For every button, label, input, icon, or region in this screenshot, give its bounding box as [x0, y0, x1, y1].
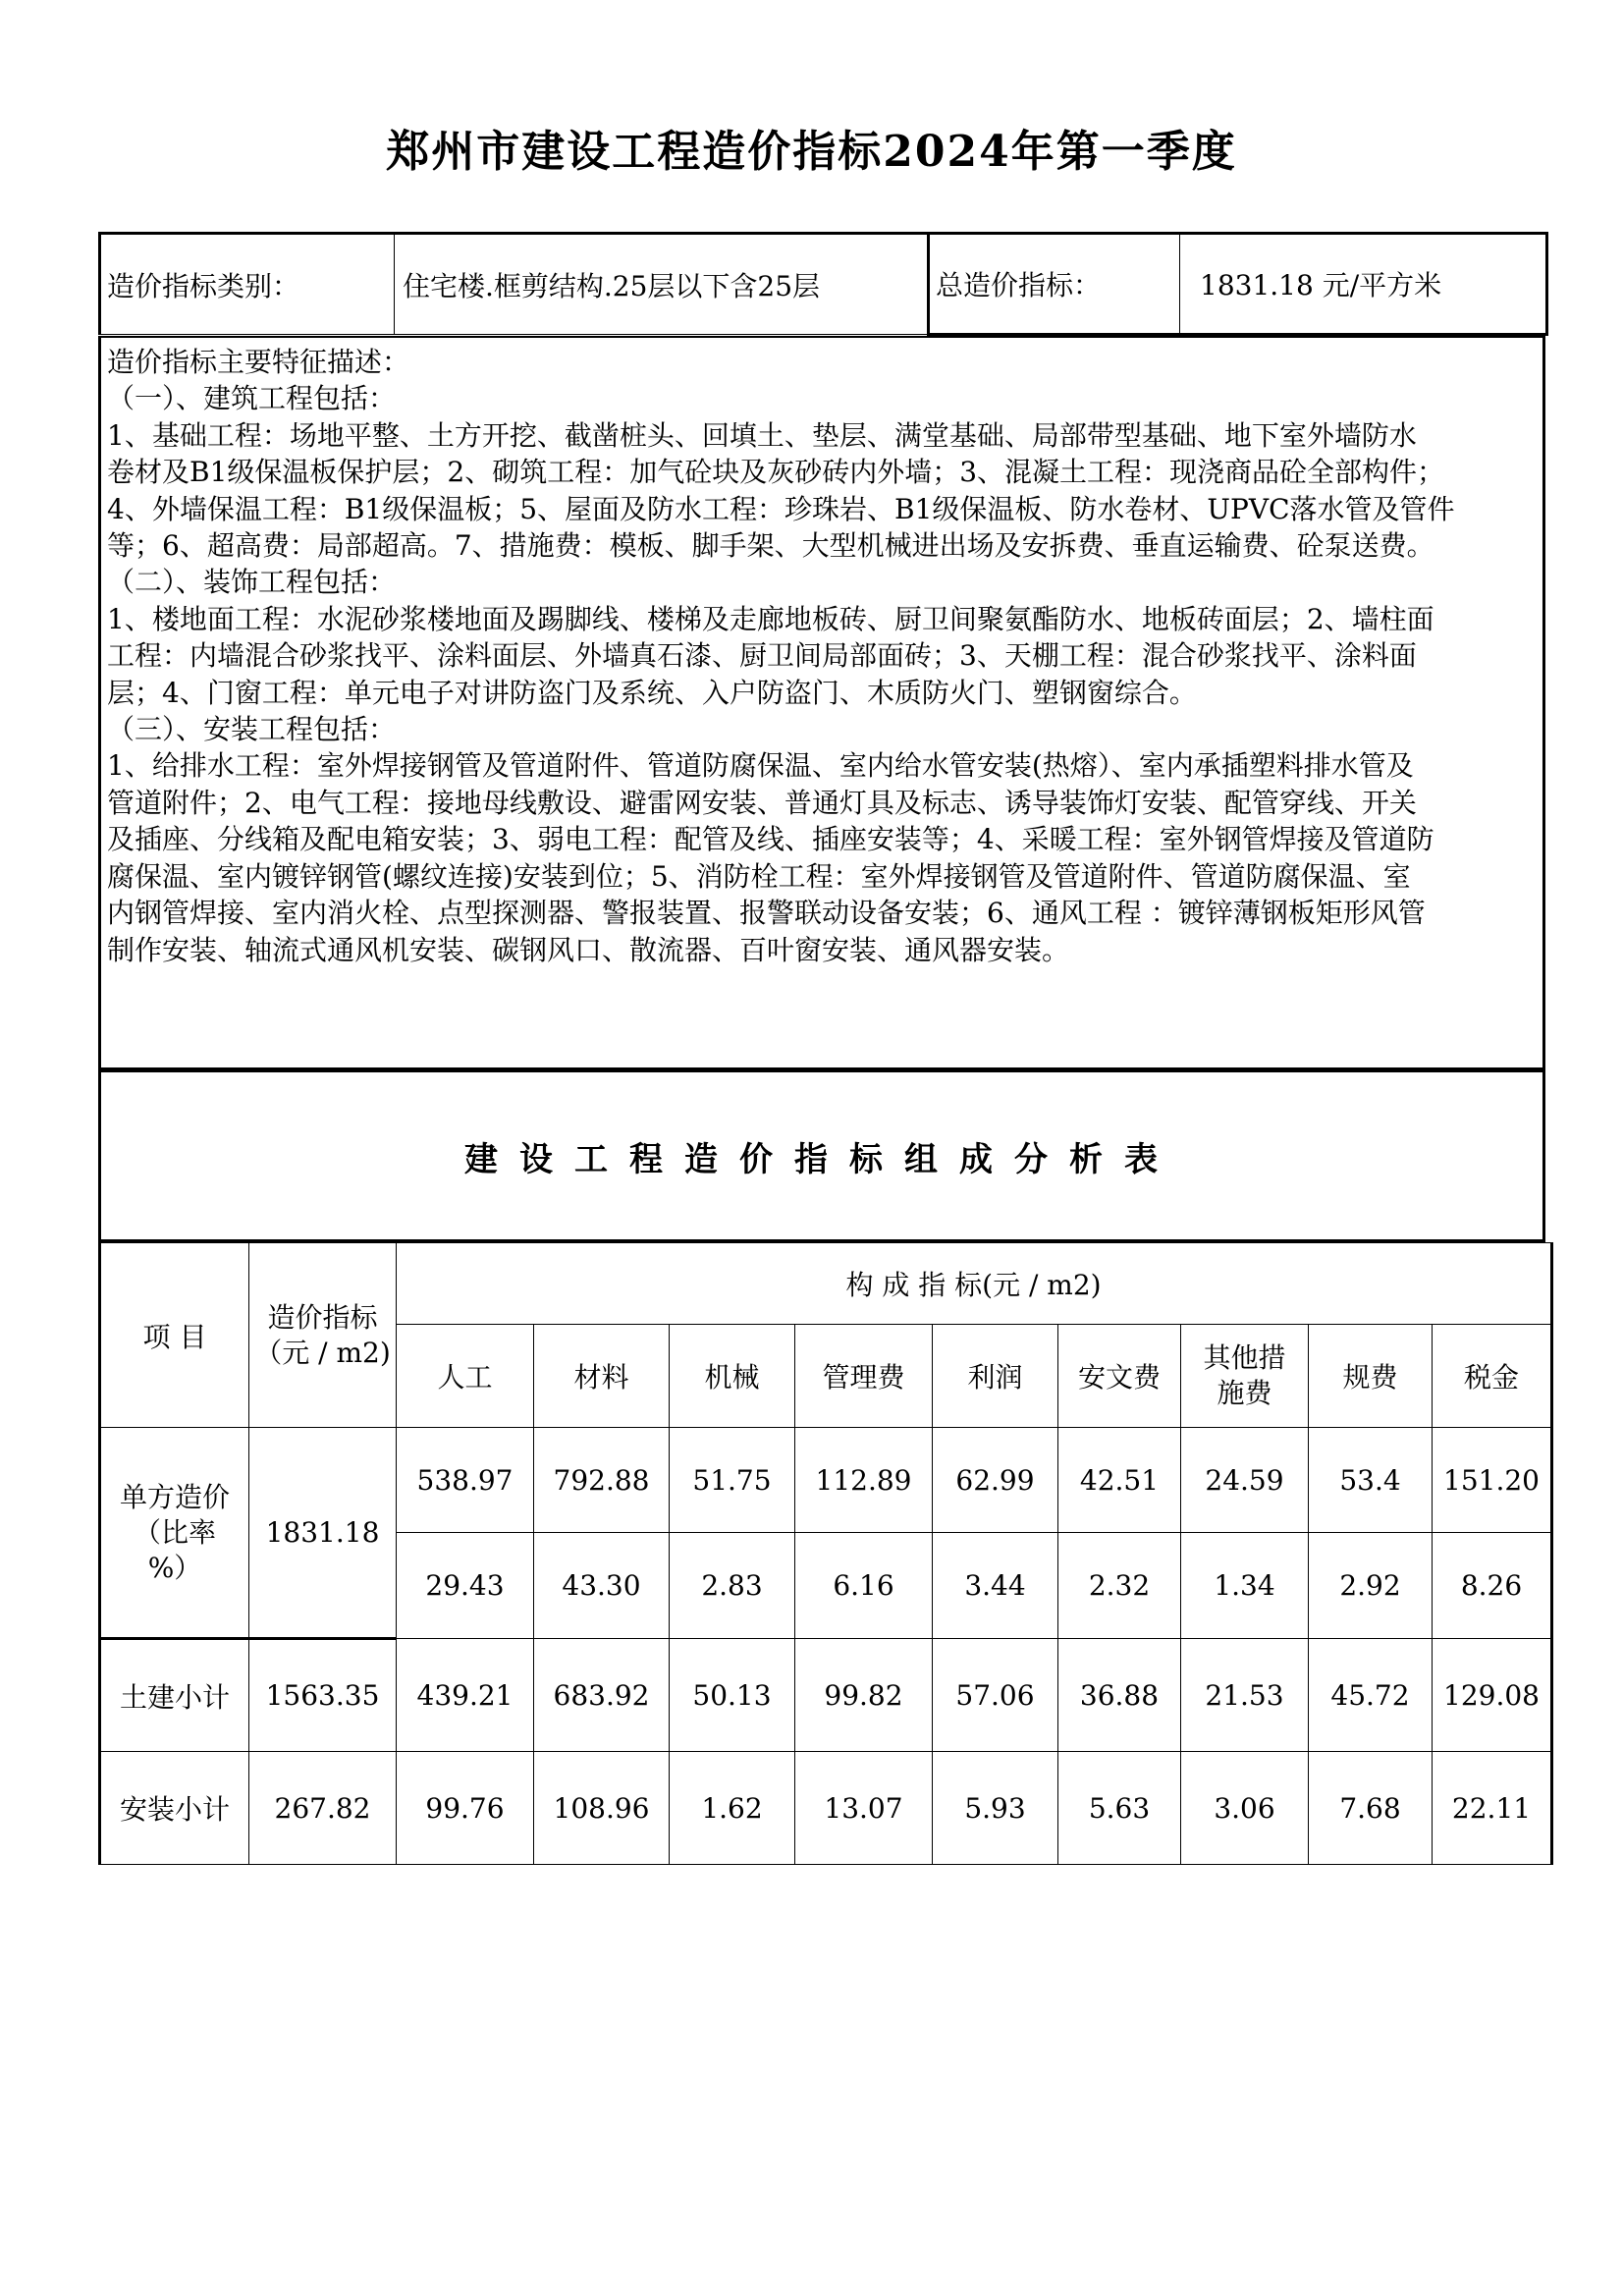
cell-value: 1.62 [670, 1752, 795, 1865]
row-label-line: 单方造价 [119, 1480, 230, 1513]
col-item-header: 项 目 [100, 1243, 249, 1428]
cell-value: 108.96 [534, 1752, 670, 1865]
row-label-line: %） [147, 1551, 202, 1584]
component-header: 管理费 [795, 1325, 933, 1428]
cell-value: 62.99 [933, 1428, 1058, 1533]
row-label-civil: 土建小计 [100, 1639, 249, 1752]
component-header: 利润 [933, 1325, 1058, 1428]
cell-value: 51.75 [670, 1428, 795, 1533]
cell-ratio: 3.44 [933, 1533, 1058, 1639]
desc-line: （二）、装饰工程包括： [107, 566, 397, 599]
cell-value: 36.88 [1058, 1639, 1181, 1752]
feature-description [98, 336, 1545, 1070]
cost-index-sheet [98, 232, 1545, 1865]
col-index-line: 造价指标 [267, 1300, 378, 1334]
row-label-unit-cost [100, 1428, 249, 1639]
desc-line: 制作安装、轴流式通风机安装、碳钢风口、散流器、百叶窗安装、通风器安装。 [107, 933, 1070, 966]
row-label-install: 安装小计 [100, 1752, 249, 1865]
cell-value: 22.11 [1433, 1752, 1552, 1865]
cell-value: 7.68 [1309, 1752, 1433, 1865]
desc-line: 腐保温、室内镀锌钢管(螺纹连接)安装到位；5、消防栓工程：室外焊接钢管及管道附件、管道防腐保温、室 [107, 859, 1411, 893]
col-group-header: 构 成 指 标(元 / m2) [397, 1243, 1552, 1325]
component-header: 安文费 [1058, 1325, 1181, 1428]
desc-line: （一）、建筑工程包括： [107, 382, 397, 415]
cell-value: 151.20 [1433, 1428, 1552, 1533]
desc-line: 工程：内墙混合砂浆找平、涂料面层、外墙真石漆、厨卫间局部面砖；3、天棚工程：混合砂浆找平、涂料面 [107, 639, 1417, 673]
cell-value: 439.21 [397, 1639, 534, 1752]
page-title: 郑州市建设工程造价指标2024年第一季度 [386, 127, 1237, 177]
desc-line: 层；4、门窗工程：单元电子对讲防盗门及系统、入户防盗门、木质防火门、塑钢窗综合。 [107, 676, 1197, 709]
desc-line: 造价指标主要特征描述： [107, 346, 410, 378]
row-index-value: 1563.35 [249, 1639, 397, 1752]
desc-line: 1、给排水工程：室外焊接钢管及管道附件、管道防腐保温、室内给水管安装(热熔）、室内承插塑料排水管及 [107, 749, 1414, 783]
cell-value: 538.97 [397, 1428, 534, 1533]
cell-ratio: 2.83 [670, 1533, 795, 1639]
total-value: 1831.18 元/平方米 [1180, 234, 1547, 335]
component-header: 材料 [534, 1325, 670, 1428]
cell-value: 42.51 [1058, 1428, 1181, 1533]
cell-value: 3.06 [1181, 1752, 1309, 1865]
cell-value: 50.13 [670, 1639, 795, 1752]
total-label: 总造价指标： [929, 234, 1180, 335]
desc-line: 卷材及B1级保温板保护层；2、砌筑工程：加气砼块及灰砂砖内外墙；3、混凝土工程：现浇商品砼全部构件； [107, 456, 1445, 489]
cell-ratio: 6.16 [795, 1533, 933, 1639]
desc-line: 管道附件；2、电气工程：接地母线敷设、避雷网安装、普通灯具及标志、诱导装饰灯安装、配管穿线、开关 [107, 786, 1417, 819]
cell-value: 112.89 [795, 1428, 933, 1533]
component-header: 税金 [1433, 1325, 1552, 1428]
cell-value: 45.72 [1309, 1639, 1433, 1752]
col-index-header [249, 1243, 397, 1428]
row-index-value: 267.82 [249, 1752, 397, 1865]
desc-line: 内钢管焊接、室内消火栓、点型探测器、警报装置、报警联动设备安装；6、通风工程 ：镀锌薄钢板矩形风管 [107, 897, 1426, 930]
cell-ratio: 2.92 [1309, 1533, 1433, 1639]
component-header: 人工 [397, 1325, 534, 1428]
cell-value: 13.07 [795, 1752, 933, 1865]
cell-value: 53.4 [1309, 1428, 1433, 1533]
desc-line: 4、外墙保温工程：B1级保温板；5、屋面及防水工程：珍珠岩、B1级保温板、防水卷材、UPVC落水管及管件 [107, 492, 1455, 525]
cell-value: 683.92 [534, 1639, 670, 1752]
cell-value: 99.82 [795, 1639, 933, 1752]
category-value: 住宅楼.框剪结构.25层以下含25层 [395, 234, 929, 335]
desc-line: 等；6、超高费：局部超高。7、措施费：模板、脚手架、大型机械进出场及安拆费、垂直运输费、砼泵送费。 [107, 529, 1434, 563]
row-index-value: 1831.18 [249, 1428, 397, 1639]
cell-value: 24.59 [1181, 1428, 1309, 1533]
cell-value: 5.93 [933, 1752, 1058, 1865]
category-label: 造价指标类别： [100, 234, 395, 335]
cell-ratio: 29.43 [397, 1533, 534, 1639]
cell-value: 5.63 [1058, 1752, 1181, 1865]
desc-line: 及插座、分线箱及配电箱安装；3、弱电工程：配管及线、插座安装等；4、采暖工程：室外钢管焊接及管道防 [107, 823, 1434, 856]
header-table [98, 232, 1548, 336]
cell-ratio: 1.34 [1181, 1533, 1309, 1639]
component-header: 机械 [670, 1325, 795, 1428]
desc-line: （三）、安装工程包括： [107, 713, 397, 746]
cell-ratio: 8.26 [1433, 1533, 1552, 1639]
cell-value: 21.53 [1181, 1639, 1309, 1752]
analysis-table [98, 1242, 1553, 1865]
component-header: 规费 [1309, 1325, 1433, 1428]
cell-ratio: 43.30 [534, 1533, 670, 1639]
cell-value: 129.08 [1433, 1639, 1552, 1752]
desc-line: 1、基础工程：场地平整、土方开挖、截凿桩头、回填土、垫层、满堂基础、局部带型基础、地下室外墙防水 [107, 418, 1417, 452]
row-label-line: （比率 [133, 1515, 216, 1549]
cell-value: 57.06 [933, 1639, 1058, 1752]
desc-line: 1、楼地面工程：水泥砂浆楼地面及踢脚线、楼梯及走廊地板砖、厨卫间聚氨酯防水、地板砖面层；2、墙柱面 [107, 602, 1434, 635]
cell-value: 99.76 [397, 1752, 534, 1865]
cell-value: 792.88 [534, 1428, 670, 1533]
cell-ratio: 2.32 [1058, 1533, 1181, 1639]
analysis-title: 建设工程造价指标组成分析表 [98, 1070, 1545, 1242]
component-header: 其他措施费 [1181, 1325, 1309, 1428]
col-index-line: （元 / m2) [254, 1336, 391, 1369]
